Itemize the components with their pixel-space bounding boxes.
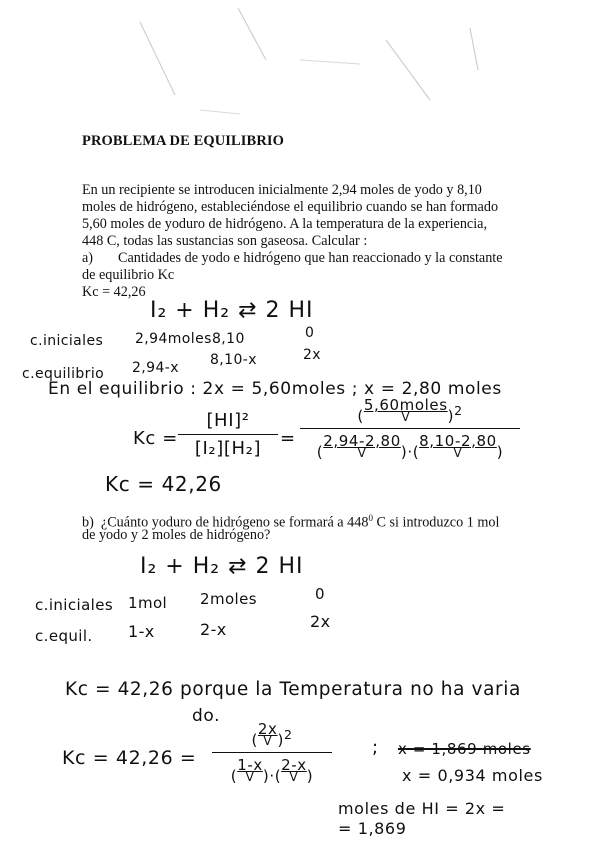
kc-expression-b [212, 720, 332, 785]
part-a-text-line-2: de equilibrio Kc [82, 267, 175, 283]
row-initial-h2-b: 2moles [200, 590, 257, 608]
part-a-kc-given: Kc = 42,26 [82, 284, 146, 300]
kc-lhs-a: Kc = [133, 428, 178, 449]
part-b-text-post: C si introduzco 1 mol [372, 514, 500, 531]
kc-denominator-a: [I₂][H₂] [194, 438, 262, 459]
sub-num-value-a: 5,60moles [363, 396, 448, 414]
page-title: PROBLEMA DE EQUILIBRIO [82, 133, 285, 149]
expression-denominator-b: ( 1-x V )·( 2-x V ) [230, 756, 314, 785]
volume-mark-den1-b: V [245, 770, 255, 784]
frac-den-dot-b: · [269, 767, 275, 785]
row-initial-hi-a: 0 [305, 325, 315, 341]
kc-substitution-a [300, 396, 520, 461]
kc-result-a: Kc = 42,26 [105, 472, 222, 496]
kc-numerator-a: [HI]² [206, 410, 250, 431]
kc-note-line-1: Kc = 42,26 porque la Temperatura no ha varia [65, 679, 521, 700]
frac-den-1-b: 1-x [237, 756, 263, 774]
frac-num-exponent-b: 2 [283, 727, 293, 742]
volume-mark-den2-a: V [453, 446, 463, 460]
frac-den-2-b: 2-x [281, 756, 307, 774]
equals-sign-a: = [280, 428, 296, 449]
substitution-denominator-a: ( 2,94-2,80 V )·( 8,10-2,80 V ) [316, 432, 504, 461]
substitution-numerator-a: ( 5,60moles V )$^2$ [357, 396, 463, 425]
statement-line-3: 5,60 moles de yoduro de hidrógeno. A la temperatura de la experiencia, [82, 216, 487, 232]
row-eq-h2-b: 2-x [200, 620, 227, 639]
part-b-text-pre: ¿Cuánto yoduro de hidrógeno se formará a 448 [100, 514, 369, 531]
row-initial-label-b: c.iniciales [35, 596, 114, 614]
row-eq-i2-a: 2,94-x [132, 360, 179, 376]
row-eq-label-a: c.equilibrio [22, 366, 105, 382]
crossed-out-result: x = 1,869 moles [398, 740, 531, 758]
volume-mark-num-a: V [401, 410, 411, 424]
part-b-label: b) [82, 514, 94, 531]
kc-lhs-b: Kc = 42,26 = [62, 747, 197, 769]
statement-line-2: moles de hidrógeno, estableciéndose el equilibrio cuando se han formado [82, 199, 499, 215]
volume-mark-num-b: V [263, 734, 273, 748]
row-initial-h2-a: 8,10 [212, 331, 245, 347]
row-initial-i2-b: 1mol [128, 594, 168, 612]
volume-mark-den1-a: V [357, 446, 367, 460]
final-answer-line-2: = 1,869 [338, 819, 407, 838]
reaction-a: I₂ + H₂ ⇄ 2 HI [150, 298, 314, 323]
frac-num-value-b: 2x [257, 720, 278, 738]
part-a-text-line-1: Cantidades de yodo e hidrógeno que han reaccionado y la constante [118, 250, 503, 266]
sub-den-dot-a: · [407, 443, 413, 461]
final-answer-line-1: moles de HI = 2x = [338, 799, 506, 818]
part-a-question [82, 250, 503, 267]
sub-den-1-a: 2,94-2,80 [323, 432, 401, 450]
statement-line-4: 448 C, todas las sustancias son gaseosa. Calcular : [82, 233, 368, 249]
row-initial-hi-b: 0 [315, 585, 325, 603]
part-b-superscript: 0 [368, 513, 373, 523]
part-a-label: a) [82, 250, 94, 266]
statement-line-1: En un recipiente se introducen inicialmente 2,94 moles de yodo y 8,10 [82, 182, 482, 198]
row-initial-i2-a: 2,94moles [135, 331, 212, 347]
expression-numerator-b: ( 2x V )$^2$ [251, 720, 293, 749]
part-b-text-line-2: de yodo y 2 moles de hidrógeno? [82, 527, 271, 543]
row-eq-h2-a: 8,10-x [210, 352, 257, 368]
reaction-b: I₂ + H₂ ⇄ 2 HI [140, 554, 304, 579]
separator-b: ; [372, 737, 379, 758]
row-eq-i2-b: 1-x [128, 622, 155, 641]
volume-mark-den2-b: V [289, 770, 299, 784]
kc-expression-a [178, 410, 278, 459]
sub-den-2-a: 8,10-2,80 [419, 432, 497, 450]
kc-note-line-2: do. [192, 706, 221, 726]
row-initial-label-a: c.iniciales [30, 333, 104, 349]
equilibrium-line-a: En el equilibrio : 2x = 5,60moles ; x = 2,80 moles [48, 379, 502, 399]
row-eq-label-b: c.equil. [35, 627, 93, 645]
row-eq-hi-a: 2x [303, 347, 321, 363]
sub-num-exponent-a: 2 [454, 403, 463, 418]
x-result-b: x = 0,934 moles [402, 766, 543, 785]
row-eq-hi-b: 2x [310, 612, 331, 631]
